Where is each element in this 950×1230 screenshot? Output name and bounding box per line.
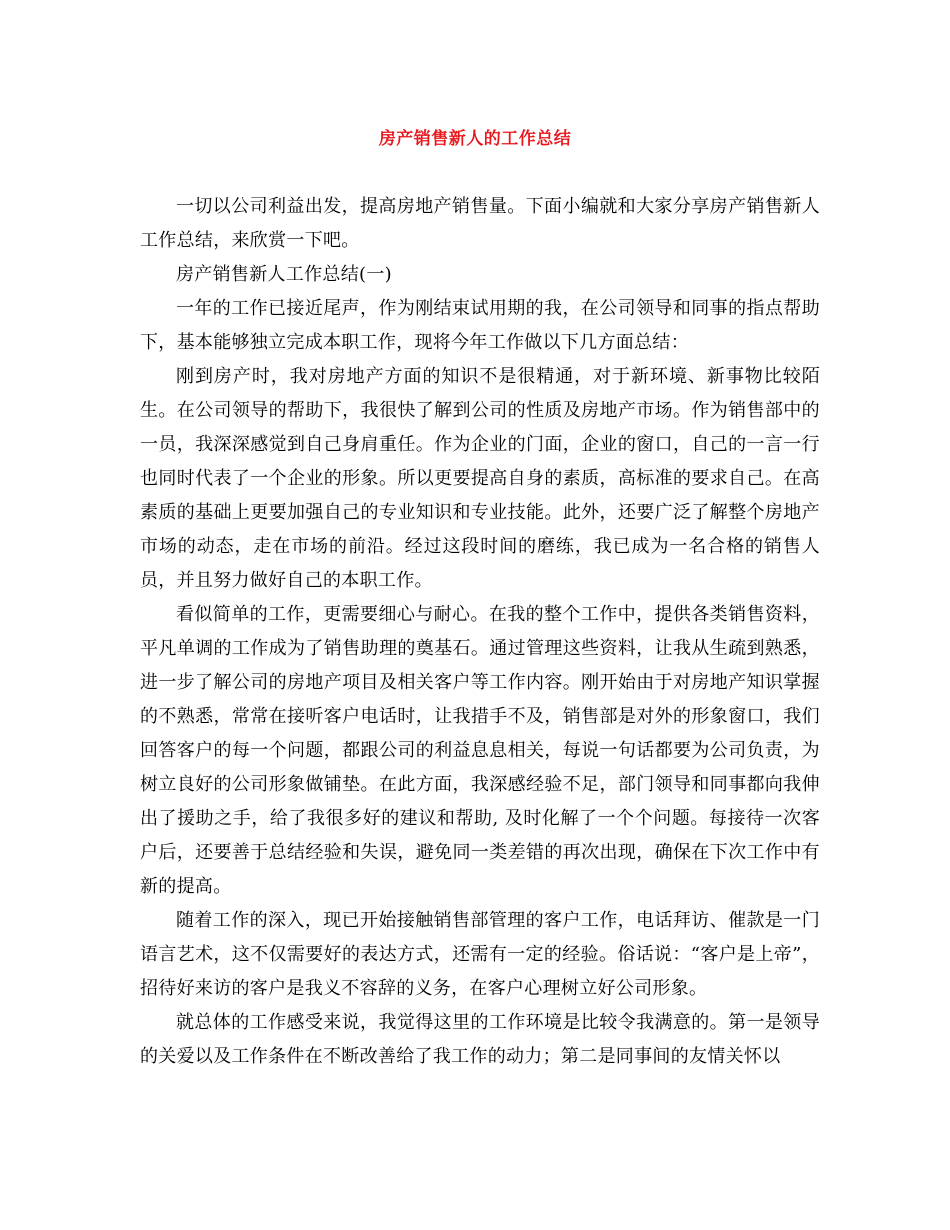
document-body (140, 190, 820, 1074)
paragraph: 随着工作的深入，现已开始接触销售部管理的客户工作，电话拜访、催款是一门语言艺术，这不仅需要好的表达方式，还需有一定的经验。俗话说：“客户是上帝”，招待好来访的客户是我义不容辞的义务，在客户心理树立好公司形象。 (140, 910, 820, 999)
paragraph: 一年的工作已接近尾声，作为刚结束试用期的我，在公司领导和同事的指点帮助下，基本能够独立完成本职工作，现将今年工作做以下几方面总结： (140, 298, 820, 353)
paragraph: 就总体的工作感受来说，我觉得这里的工作环境是比较令我满意的。第一是领导的关爱以及工作条件在不断改善给了我工作的动力；第二是同事间的友情关怀以 (140, 1012, 820, 1067)
document-title: 房产销售新人的工作总结 (378, 129, 572, 149)
paragraph: 看似简单的工作，更需要细心与耐心。在我的整个工作中，提供各类销售资料，平凡单调的工作成为了销售助理的奠基石。通过管理这些资料，让我从生疏到熟悉，进一步了解公司的房地产项目及相关客户等工作内容。刚开始由于对房地产知识掌握的不熟悉，常常在接听客户电话时，让我措手不及，销售部是对外的形象窗口，我们回答客户的每一个问题，都跟公司的利益息息相关，每说一句话都要为公司负责，为树立良好的公司形象做铺垫。在此方面，我深感经验不足，部门领导和同事都向我伸出了援助之手，给了我很多好的建议和帮助, 及时化解了一个个问题。每接待一次客户后，还要善于总结经验和失误，避免同一类差错的再次出现，确保在下次工作中有新的提高。 (140, 604, 820, 897)
paragraph-intro: 一切以公司利益出发，提高房地产销售量。下面小编就和大家分享房产销售新人工作总结，来欣赏一下吧。 (140, 196, 820, 251)
paragraph: 刚到房产时，我对房地产方面的知识不是很精通，对于新环境、新事物比较陌生。在公司领导的帮助下，我很快了解到公司的性质及房地产市场。作为销售部中的一员，我深深感觉到自己身肩重任。作为企业的门面，企业的窗口，自己的一言一行也同时代表了一个企业的形象。所以更要提高自身的素质，高标准的要求自己。在高素质的基础上更要加强自己的专业知识和专业技能。此外，还要广泛了解整个房地产市场的动态，走在市场的前沿。经过这段时间的磨练，我已成为一名合格的销售人员，并且努力做好自己的本职工作。 (140, 366, 820, 591)
section-heading: 房产销售新人工作总结(一) (176, 264, 392, 285)
